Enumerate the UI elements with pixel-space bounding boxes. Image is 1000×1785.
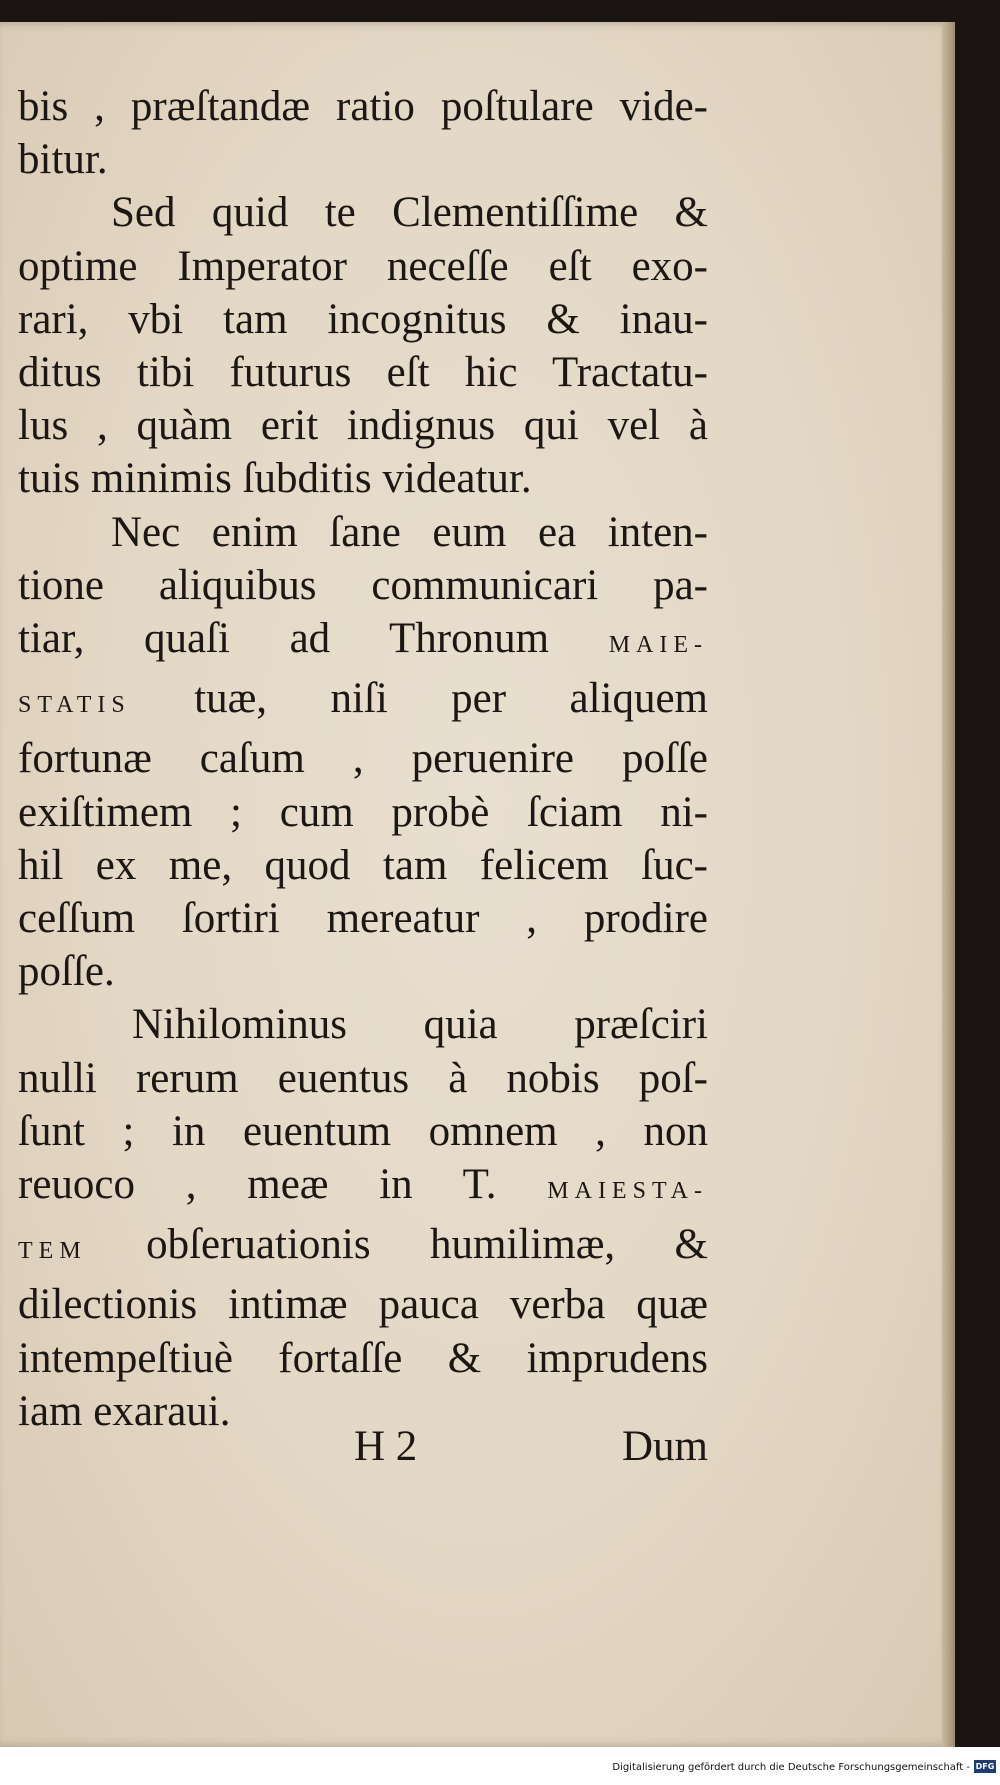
small-caps-word: MAIESTA- bbox=[547, 1178, 708, 1205]
text-line: nulli rerum euentus à nobis poſ- bbox=[18, 1054, 708, 1102]
text-line bbox=[18, 612, 708, 672]
text-line: tione aliquibus communicari pa- bbox=[18, 561, 708, 609]
text-line: dilectionis intimæ pauca verba quæ bbox=[18, 1281, 708, 1329]
small-caps-word: TEM bbox=[18, 1238, 87, 1265]
text-line: tuis minimis ſubditis videatur. bbox=[18, 455, 532, 503]
text-line: Sed quid te Clementiſſime & bbox=[111, 189, 708, 237]
text-line: bitur. bbox=[18, 136, 108, 184]
small-caps-word: MAIE- bbox=[608, 632, 709, 659]
text-line: iam exaraui. bbox=[18, 1387, 231, 1435]
funding-credit: Digitalisierung gefördert durch die Deutsche Forschungsgemeinschaft - bbox=[612, 1762, 970, 1773]
text-line: Nec enim ſane eum ea inten- bbox=[111, 508, 708, 556]
small-caps-word: STATIS bbox=[18, 692, 131, 719]
page-text bbox=[18, 80, 708, 1438]
text-fragment: tiar, quaſi ad Thronum bbox=[18, 615, 550, 663]
text-fragment: reuoco , meæ in T. bbox=[18, 1161, 497, 1209]
text-line: bis , præſtandæ ratio poſtulare vide- bbox=[18, 83, 708, 130]
catchword: Dum bbox=[622, 1423, 708, 1470]
text-line: hil ex me, quod tam felicem ſuc- bbox=[18, 841, 708, 889]
text-line bbox=[18, 1218, 708, 1278]
signature-mark: H 2 bbox=[354, 1423, 418, 1470]
text-line: optime Imperator neceſſe eſt exo- bbox=[18, 242, 708, 290]
text-line: ſunt ; in euentum omnem , non bbox=[18, 1107, 708, 1155]
text-line: fortunæ caſum , peruenire poſſe bbox=[18, 735, 708, 783]
dfg-logo: DFG bbox=[975, 1762, 995, 1771]
text-fragment: obſeruationis humilimæ, & bbox=[146, 1221, 709, 1269]
text-line: ceſſum ſortiri mereatur , prodire bbox=[18, 895, 708, 943]
text-fragment: tuæ, niſi per aliquem bbox=[194, 675, 709, 723]
text-line bbox=[18, 672, 708, 732]
text-line bbox=[18, 1158, 708, 1218]
text-line: poſſe. bbox=[18, 948, 115, 996]
text-line: ditus tibi futurus eſt hic Tractatu- bbox=[18, 349, 708, 397]
text-line: lus , quàm erit indignus qui vel à bbox=[18, 402, 708, 450]
text-line: rari, vbi tam incognitus & inau- bbox=[18, 295, 708, 343]
page-edge bbox=[942, 22, 955, 1747]
text-line: intempeſtiuè fortaſſe & imprudens bbox=[18, 1334, 708, 1382]
text-line: Nihilominus quia præſciri bbox=[132, 1001, 708, 1049]
text-line: exiſtimem ; cum probè ſciam ni- bbox=[18, 788, 708, 836]
